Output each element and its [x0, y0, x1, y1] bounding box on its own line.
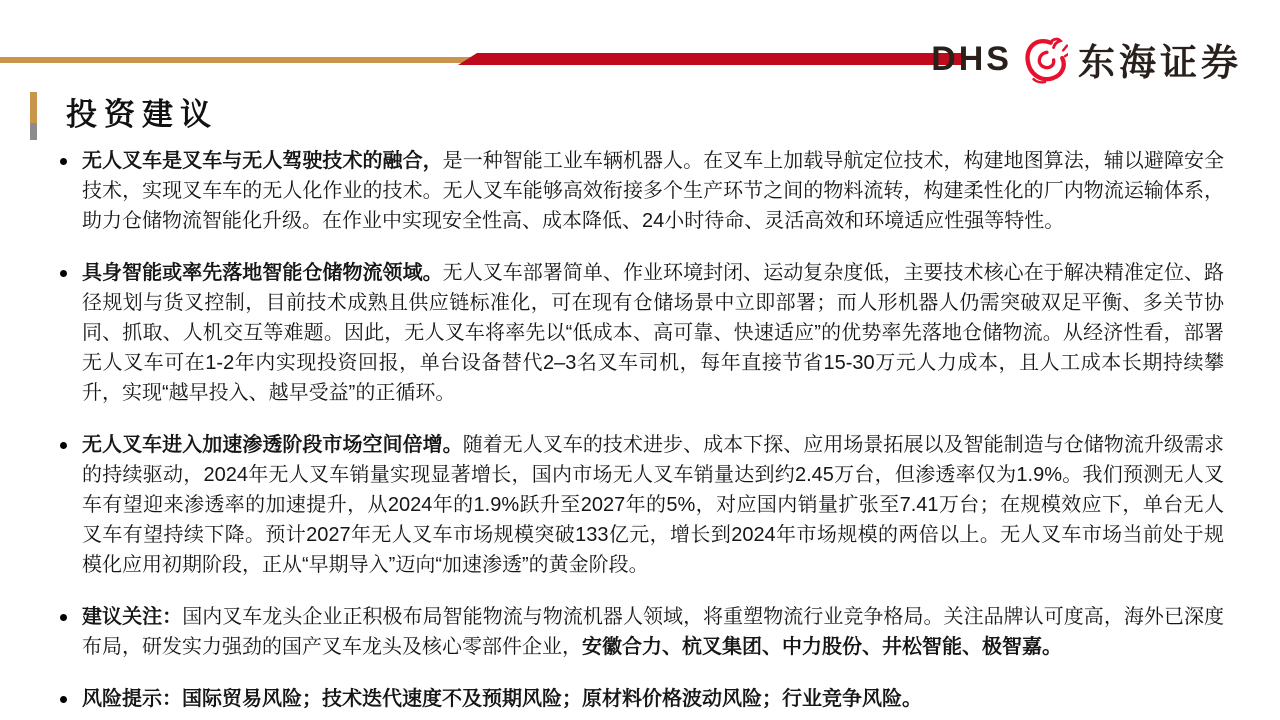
- bullet-text-bold: 具身智能或率先落地智能仓储物流领域。: [82, 262, 443, 284]
- accent-line-gold: [0, 57, 472, 63]
- list-item: [58, 430, 1224, 580]
- dragon-logo-icon: [1022, 34, 1068, 84]
- title-accent-bar: [30, 92, 37, 140]
- logo-abbr-text: DHS: [931, 39, 1012, 78]
- list-item: [58, 684, 1224, 714]
- list-item: [58, 146, 1224, 236]
- title-block: [30, 92, 218, 140]
- bullet-text: 随着无人叉车的技术进步、成本下探、应用场景拓展以及智能制造与仓储物流升级需求的持续驱动，2024年无人叉车销量实现显著增长，国内市场无人叉车销量达到约2.45万台，但渗透率仅为1.9%。我们预测无人叉车有望迎来渗透率的加速提升，从2024年的1.9%跃升至2027年的5%，对应国内销量扩张至7.41万台；在规模效应下，单台无人叉车有望持续下降。预计2027年无人叉车市场规模突破133亿元，增长到2024年市场规模的两倍以上。无人叉车市场当前处于规模化应用初期阶段，正从“早期导入”迈向“加速渗透”的黄金阶段。: [82, 434, 1225, 576]
- title-bar-gold-segment: [30, 92, 37, 123]
- bullet-text: 是一种智能工业车辆机器人。在叉车上加载导航定位技术，构建地图算法，辅以避障安全技术，实现叉车车的无人化作业的技术。无人叉车能够高效衔接多个生产环节之间的物料流转，构建柔性化的厂内物流运输体系，助力仓储物流智能化升级。在作业中实现安全性高、成本降低、24小时待命、灵活高效和环境适应性强等特性。: [82, 150, 1225, 232]
- accent-line-red: [458, 53, 962, 65]
- bullet-text: 无人叉车部署简单、作业环境封闭、运动复杂度低，主要技术核心在于解决精准定位、路径规划与货叉控制，目前技术成熟且供应链标准化，可在现有仓储场景中立即部署；而人形机器人仍需突破双足平衡、多关节协同、抓取、人机交互等难题。因此，无人叉车将率先以“低成本、高可靠、快速适应”的优势率先落地仓储物流。从经济性看，部署无人叉车可在1-2年内实现投资回报，单台设备替代2–3名叉车司机，每年直接节省15-30万元人力成本，且人工成本长期持续攀升，实现“越早投入、越早受益”的正循环。: [82, 262, 1225, 404]
- bullet-list: [58, 146, 1224, 720]
- bullet-text-bold: 风险提示：国际贸易风险；技术迭代速度不及预期风险；原材料价格波动风险；行业竞争风险。: [82, 688, 922, 710]
- title-bar-gray-segment: [30, 123, 37, 140]
- bullet-text-bold: 建议关注：: [82, 606, 183, 628]
- bullet-text-bold: 安徽合力、杭叉集团、中力股份、井松智能、极智嘉。: [582, 636, 1062, 658]
- company-logo: [931, 32, 1242, 86]
- list-item: [58, 602, 1224, 662]
- logo-company-name: 东海证券: [1078, 43, 1242, 84]
- bullet-text-bold: 无人叉车是叉车与无人驾驶技术的融合，: [82, 150, 443, 172]
- page-title: 投资建议: [66, 97, 218, 132]
- bullet-text: 国内叉车龙头企业正积极布局智能物流与物流机器人领域，将重塑物流行业竞争格局。关注品牌认可度高，海外已深度布局，研发实力强劲的国产叉车龙头及核心零部件企业，: [82, 606, 1225, 658]
- bullet-text-bold: 无人叉车进入加速渗透阶段市场空间倍增。: [82, 434, 463, 456]
- list-item: [58, 258, 1224, 408]
